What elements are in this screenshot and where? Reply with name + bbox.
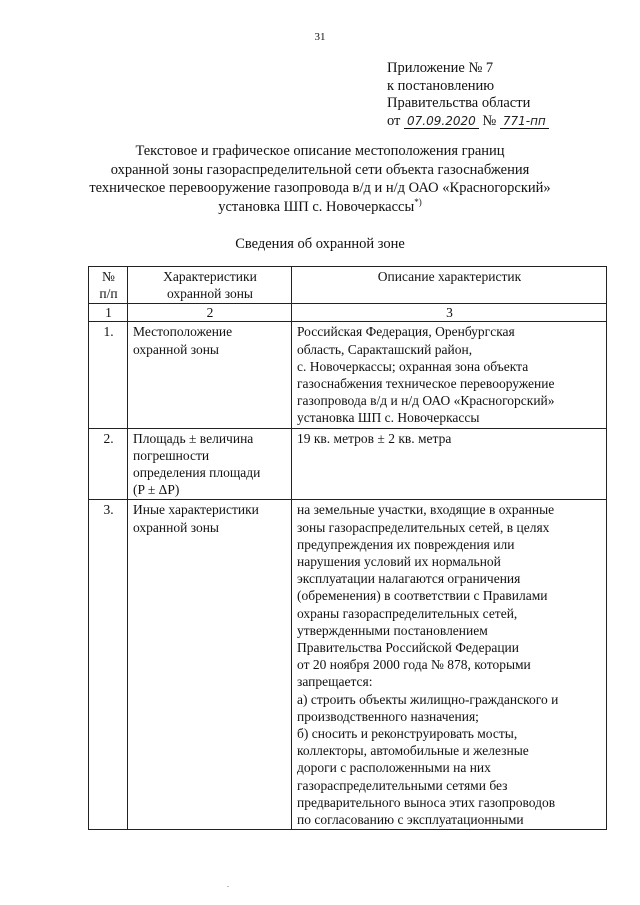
header-description: Описание характеристик xyxy=(292,267,607,304)
appendix-title: Приложение № 7 xyxy=(387,60,494,76)
footnote-mark: *) xyxy=(414,196,422,207)
title-line-4-text: установка ШП с. Новочеркассы xyxy=(218,198,415,215)
table-row xyxy=(89,428,607,500)
header-number: № п/п xyxy=(89,267,128,304)
row-characteristic: Иные характеристики охранной зоны xyxy=(128,500,292,830)
row-number: 1. xyxy=(89,322,128,428)
row-description: на земельные участки, входящие в охранные зоны газораспределительных сетей, в целях предупреждения их повреждения или нарушения условий их нормальной эксплуатации налагаются ограничения (обременения) в соответствии с Правилами охраны газораспределительных сетей, утвержденными постановлением Правительства Российской Федерации от 20 ноября 2000 года № 878, которыми запрещается: а) строить объекты жилищно-гражданского и производственного назначения; б) сносить и реконструировать мосты, коллекторы, автомобильные и железные дороги с расположенными на них газораспределительными сетями без предварительного выноса этих газопроводов по согласованию с эксплуатационными xyxy=(292,500,607,830)
appendix-resolution-line: к постановлению xyxy=(387,77,495,94)
title-line-2: охранной зоны газораспределительной сети объекта газоснабжения xyxy=(110,161,530,178)
table-header-row xyxy=(89,267,607,304)
scan-mark: . xyxy=(227,880,229,889)
row-description: Российская Федерация, Оренбургская область, Саракташский район, с. Новочеркассы; охранная зона объекта газоснабжения техническое перевооружение газопровода в/д и н/д ОАО «Красногорский» установка ШП с. Новочеркассы xyxy=(292,322,607,428)
table-row xyxy=(89,500,607,830)
row-number: 2. xyxy=(89,428,128,500)
row-number: 3. xyxy=(89,500,128,830)
appendix-government-line: Правительства области xyxy=(387,95,531,111)
row-characteristic: Площадь ± величина погрешности определения площади (P ± ΔP) xyxy=(128,428,292,500)
title-line-4 xyxy=(60,198,580,217)
column-number-row xyxy=(89,304,607,322)
title-line-1: Текстовое и графическое описание местоположения границ xyxy=(135,143,505,159)
page-number: 31 xyxy=(314,31,326,43)
from-label: от xyxy=(387,112,401,129)
handwritten-date: 07.09.2020 xyxy=(404,114,479,129)
column-number-2: 2 xyxy=(128,304,292,322)
header-characteristic: Характеристики охранной зоны xyxy=(128,267,292,304)
number-label: № xyxy=(482,112,497,129)
document-title xyxy=(60,142,580,216)
column-number-1: 1 xyxy=(89,304,128,322)
row-characteristic: Местоположение охранной зоны xyxy=(128,322,292,428)
handwritten-doc-number: 771-пп xyxy=(500,114,549,129)
table-row xyxy=(89,322,607,428)
row-description: 19 кв. метров ± 2 кв. метра xyxy=(292,428,607,500)
appendix-block xyxy=(387,60,549,130)
protection-zone-table xyxy=(88,266,607,830)
title-line-3: техническое перевооружение газопровода в/д и н/д ОАО «Красногорский» xyxy=(89,180,551,196)
appendix-date-line xyxy=(387,113,549,131)
column-number-3: 3 xyxy=(292,304,607,322)
section-subtitle: Сведения об охранной зоне xyxy=(235,236,405,252)
